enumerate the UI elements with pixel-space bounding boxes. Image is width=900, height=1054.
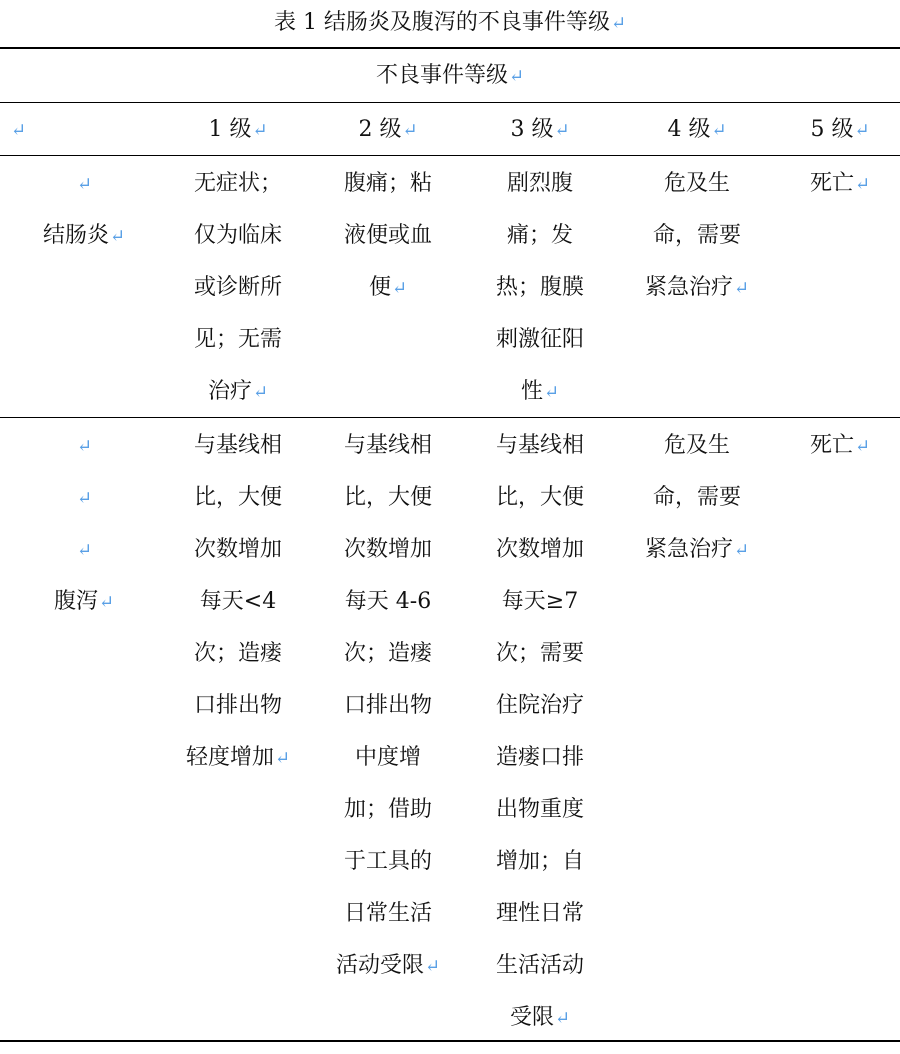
cell-line: 理性日常 xyxy=(495,901,584,926)
cell-line: 无症状； xyxy=(193,171,282,196)
cell-line: 刺激征阳 xyxy=(495,327,584,352)
diarrhea-cell-1 xyxy=(168,420,308,784)
cell-line: 与基线相 xyxy=(343,433,432,458)
cell-line: 见；无需 xyxy=(193,327,282,352)
cell-line: 活动受限 ↵ xyxy=(318,940,458,992)
cell-line: 危及生 xyxy=(663,433,730,458)
cell-line: 性 ↵ xyxy=(470,366,610,418)
cell-line: 紧急治疗 ↵ xyxy=(622,524,772,576)
table-title: 表 1 结肠炎及腹泻的不良事件等级 ↵ xyxy=(0,6,900,40)
colitis-cell-2 xyxy=(318,158,458,314)
cell-line: 住院治疗 xyxy=(495,693,584,718)
colitis-cell-4 xyxy=(622,158,772,314)
cell-line: 口排出物 xyxy=(193,693,282,718)
cell-line xyxy=(0,472,168,524)
cell-line: 死亡 ↵ xyxy=(780,158,900,210)
cell-line: 出物重度 xyxy=(495,797,584,822)
cell-line: 命，需要 xyxy=(652,485,741,510)
cell-line: 或诊断所 xyxy=(193,275,282,300)
cell-line: 轻度增加 ↵ xyxy=(168,732,308,784)
cell-line: 生活活动 xyxy=(495,953,584,978)
cell-line: 痛；发 xyxy=(506,223,573,248)
column-header-1: 1 级 ↵ xyxy=(168,104,308,156)
cell-line: 次；需要 xyxy=(495,641,584,666)
cell-line: 每天 4-6 xyxy=(344,589,432,614)
cell-line xyxy=(0,158,168,210)
cell-line: 受限 ↵ xyxy=(470,992,610,1044)
diarrhea-cell-5 xyxy=(780,420,900,472)
cell-line: 次；造瘘 xyxy=(343,641,432,666)
row-divider xyxy=(0,417,900,418)
cell-line: 次数增加 xyxy=(495,537,584,562)
cell-line: 腹泻 ↵ xyxy=(0,576,168,628)
cell-line: 死亡 ↵ xyxy=(780,420,900,472)
cell-line xyxy=(0,420,168,472)
cell-line: 加；借助 xyxy=(343,797,432,822)
colitis-cell-5 xyxy=(780,158,900,210)
cell-line: 次；造瘘 xyxy=(193,641,282,666)
cell-line: 中度增 xyxy=(354,745,421,770)
top-rule xyxy=(0,47,900,49)
cell-line: 口排出物 xyxy=(343,693,432,718)
cell-line: 次数增加 xyxy=(343,537,432,562)
cell-line: 紧急治疗 ↵ xyxy=(622,262,772,314)
cell-line: 每天≥7 xyxy=(501,589,579,614)
cell-line: 便 ↵ xyxy=(318,262,458,314)
cell-line: 命，需要 xyxy=(652,223,741,248)
cell-line: 比，大便 xyxy=(193,485,282,510)
cell-line: 仅为临床 xyxy=(193,223,282,248)
cell-line: 每天<4 xyxy=(199,589,277,614)
cell-line: 危及生 xyxy=(663,171,730,196)
diarrhea-cell-2 xyxy=(318,420,458,992)
cell-line: 增加；自 xyxy=(495,849,584,874)
column-header-4: 4 级 ↵ xyxy=(622,104,772,156)
diarrhea-cell-4 xyxy=(622,420,772,576)
cell-line: 于工具的 xyxy=(343,849,432,874)
grade-span-header: 不良事件等级 ↵ xyxy=(0,50,900,102)
cell-line: 液便或血 xyxy=(343,223,432,248)
cell-line: 治疗 ↵ xyxy=(168,366,308,418)
column-header-rule xyxy=(0,155,900,156)
diarrhea-cell-3 xyxy=(470,420,610,1044)
column-header-3: 3 级 ↵ xyxy=(470,104,610,156)
cell-line: 造瘘口排 xyxy=(495,745,584,770)
cell-line: 次数增加 xyxy=(193,537,282,562)
colitis-cell-0 xyxy=(0,158,168,262)
bottom-rule xyxy=(0,1040,900,1042)
header-rule xyxy=(0,102,900,103)
cell-line: 腹痛；粘 xyxy=(343,171,432,196)
column-header-5: 5 级 ↵ xyxy=(780,104,900,156)
cell-line: 比，大便 xyxy=(343,485,432,510)
colitis-cell-3 xyxy=(470,158,610,418)
cell-line: 结肠炎 ↵ xyxy=(0,210,168,262)
cell-line: 比，大便 xyxy=(495,485,584,510)
cell-line: 与基线相 xyxy=(495,433,584,458)
cell-line: 与基线相 xyxy=(193,433,282,458)
cell-line: 热；腹膜 xyxy=(495,275,584,300)
cell-line xyxy=(0,524,168,576)
diarrhea-cell-0 xyxy=(0,420,168,628)
column-header-2: 2 级 ↵ xyxy=(318,104,458,156)
cell-line: 日常生活 xyxy=(343,901,432,926)
colitis-cell-1 xyxy=(168,158,308,418)
column-header-0 xyxy=(10,104,178,156)
cell-line: 剧烈腹 xyxy=(506,171,573,196)
